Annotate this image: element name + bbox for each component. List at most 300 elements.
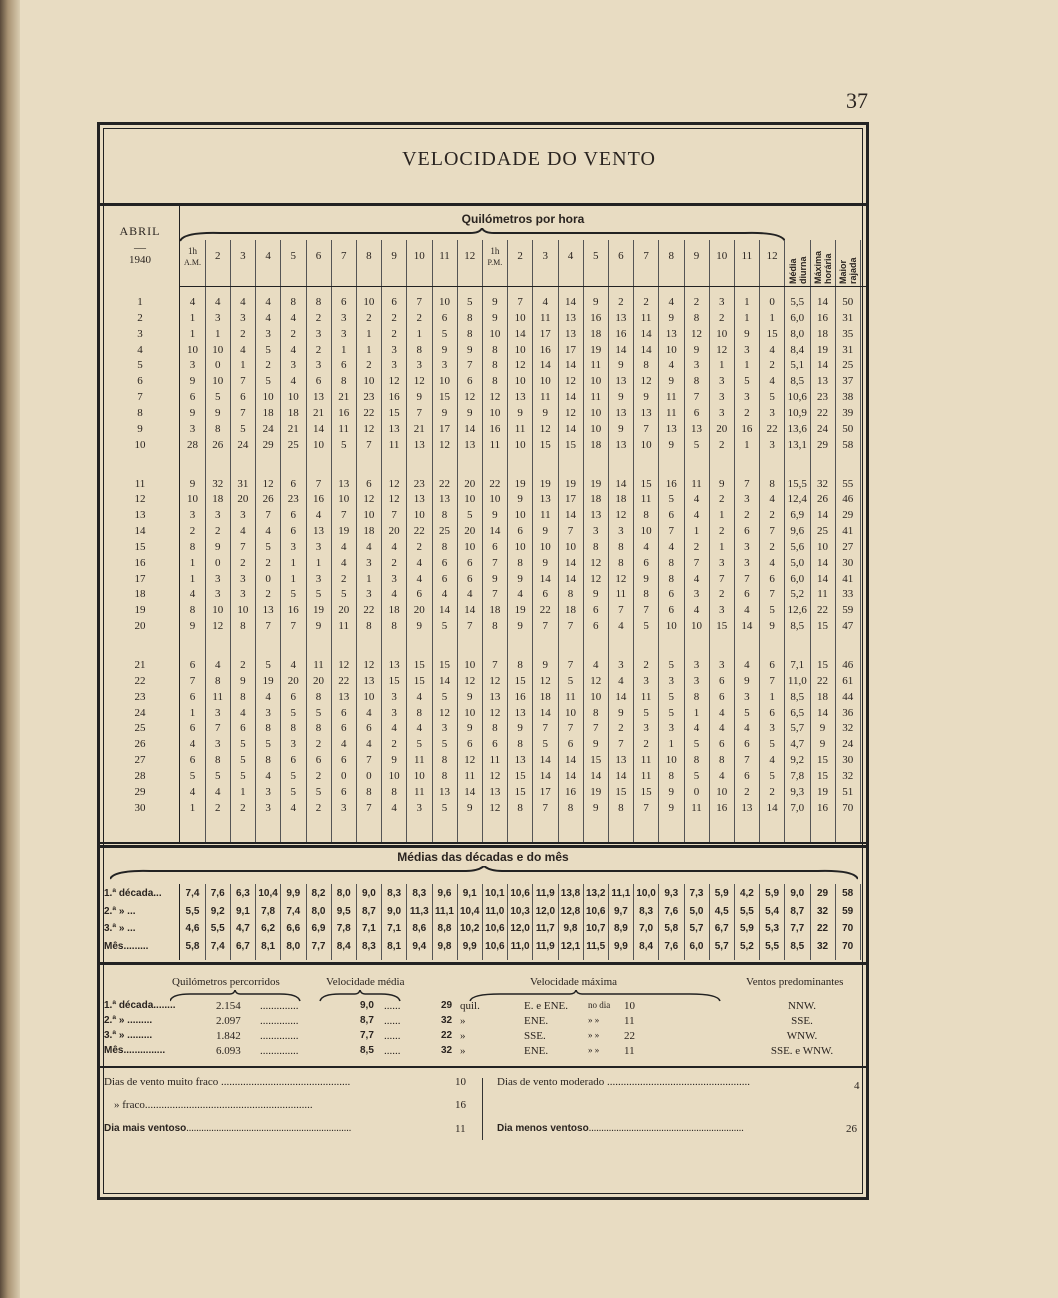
hour-value: 9	[668, 311, 675, 324]
means-daily-gust: 58	[842, 888, 854, 899]
hour-value: 9	[214, 540, 221, 553]
hour-value: 4	[618, 674, 624, 687]
hour-value: 5	[693, 738, 700, 751]
hour-value: 3	[718, 391, 725, 404]
means-value: 7,8	[336, 923, 351, 934]
hour-value: 25	[439, 525, 450, 538]
hour-value: 2	[416, 311, 423, 324]
daily-max: —	[817, 840, 828, 853]
hour-value: 10	[464, 540, 476, 553]
hour-value: 4	[240, 296, 246, 308]
means-value: 6,3	[235, 888, 250, 899]
means-value: 10,6	[485, 923, 505, 934]
day-label: 1	[137, 296, 143, 308]
hour-value: 12	[691, 327, 702, 340]
means-value: 9,8	[563, 923, 578, 934]
hour-value: 3	[290, 359, 297, 372]
daily-mean: 8,5	[790, 690, 805, 703]
hour-value: 15	[514, 769, 526, 782]
daily-gust: —	[842, 840, 854, 853]
km-column-title: Quilómetros percorridos	[172, 976, 280, 988]
hour-value: —	[287, 840, 299, 853]
means-value: 9,1	[462, 888, 477, 899]
hour-header: 5	[592, 250, 599, 262]
hour-value: 12	[388, 493, 400, 506]
means-value: 9,5	[336, 905, 351, 917]
daily-max: 14	[817, 572, 828, 585]
rule-summary-bottom	[100, 1066, 866, 1068]
hour-value: 12	[565, 375, 576, 388]
hour-value: 11	[640, 754, 652, 767]
hour-header: 12	[766, 250, 778, 262]
hour-value: 6	[668, 604, 675, 617]
hour-value: 12	[439, 438, 450, 451]
means-value: 11,3	[409, 905, 429, 917]
hour-value: 6	[315, 375, 322, 388]
means-value: 6,7	[235, 940, 250, 952]
hour-value: 12	[489, 706, 501, 719]
hour-value: 3	[315, 540, 322, 553]
hour-value: 20	[464, 477, 476, 490]
hour-value: 14	[565, 754, 576, 767]
means-daily-mean: 9,0	[790, 888, 805, 899]
hour-value: 13	[514, 754, 526, 767]
hour-value: 22	[413, 525, 425, 538]
hour-value: 16	[590, 311, 602, 324]
summary-unit: quil.	[460, 1000, 480, 1012]
hour-value: 12	[363, 659, 375, 671]
hour-value: 2	[391, 556, 397, 569]
hour-value: 10	[716, 327, 728, 340]
means-daily-mean: 7,7	[790, 923, 805, 934]
hour-value: 14	[640, 327, 652, 340]
weak-days-value: 16	[455, 1099, 466, 1111]
hour-value: 4	[744, 604, 750, 617]
hour-value: 1	[240, 785, 246, 798]
hour-value: 7	[492, 556, 498, 569]
hour-value: 3	[315, 359, 322, 372]
hour-header: 10	[716, 250, 728, 262]
hour-value: 11	[590, 359, 601, 372]
hour-value: 12	[539, 674, 551, 687]
daily-mean: 5,6	[790, 540, 805, 553]
hour-value: 9	[693, 343, 700, 356]
daily-max: 18	[817, 327, 828, 340]
hour-value: 8	[240, 690, 246, 703]
hour-value: 7	[290, 620, 297, 633]
hour-value: 13	[539, 493, 551, 506]
hour-header: 12	[464, 250, 476, 262]
hour-value: 19	[514, 477, 526, 490]
hour-value: 14	[565, 769, 576, 782]
hour-value: 7	[366, 801, 372, 814]
hour-value: 1	[214, 327, 221, 340]
means-value: 7,3	[689, 888, 704, 899]
hour-value: —	[615, 840, 627, 853]
hour-value: 5	[668, 706, 675, 719]
means-value: 5,7	[689, 923, 704, 934]
means-value: 7,6	[664, 905, 679, 917]
means-value: 8,7	[361, 905, 376, 917]
hour-value: 12	[590, 674, 602, 687]
hour-value: 2	[391, 738, 397, 751]
daily-gust: 58	[842, 438, 854, 451]
hour-value: 15	[514, 674, 526, 687]
hour-value: 4	[265, 296, 271, 308]
hour-value: 7	[542, 801, 549, 814]
hour-value: 14	[539, 754, 551, 767]
hour-value: 7	[592, 722, 599, 735]
means-value: 10,6	[485, 940, 505, 952]
hour-value: 6	[492, 540, 498, 553]
hour-value: 8	[668, 769, 675, 782]
hour-value: 7	[466, 359, 473, 372]
hour-value: 3	[592, 525, 599, 538]
calmest-day-label: Dia menos ventoso..............................................................	[497, 1123, 744, 1134]
hour-value: 13	[489, 690, 501, 703]
hour-value: 7	[240, 540, 246, 553]
means-daily-gust: 59	[842, 905, 854, 917]
hour-value: 14	[565, 572, 576, 585]
summary-label: 2.ª » .........	[104, 1015, 153, 1026]
hour-value: 8	[517, 738, 523, 751]
hour-value: 14	[615, 343, 627, 356]
hour-value: 14	[565, 391, 576, 404]
hour-value: 7	[769, 588, 775, 601]
hour-value: 7	[517, 296, 523, 308]
hour-value: 18	[590, 493, 602, 506]
means-value: 11,7	[535, 923, 555, 934]
hour-value: 10	[338, 493, 350, 506]
daily-mean: 13,1	[787, 438, 807, 451]
hour-value: 7	[643, 422, 649, 435]
hour-value: 16	[388, 391, 400, 404]
hour-value: 10	[413, 509, 425, 522]
hour-value: 21	[338, 391, 350, 404]
hour-value: 11	[640, 311, 652, 324]
hour-value: 2	[718, 311, 725, 324]
day-label: 3	[137, 327, 143, 340]
hour-value: 3	[668, 722, 675, 735]
summary-label: Mês...............	[104, 1045, 166, 1056]
hour-value: 4	[214, 659, 221, 671]
hour-value: 1	[340, 343, 347, 356]
month-label: ABRIL	[119, 224, 161, 238]
summary-avg: 9,0	[360, 1000, 374, 1011]
hour-value: 1	[315, 556, 322, 569]
book-spine-edge	[0, 0, 20, 1298]
hour-value: 8	[567, 801, 574, 814]
hour-value: 3	[693, 659, 700, 671]
hour-value: 5	[668, 659, 675, 671]
hour-value: 8	[214, 754, 221, 767]
means-value: 6,6	[286, 923, 301, 934]
hour-value: 2	[214, 801, 221, 814]
means-value: 8,1	[261, 940, 276, 952]
hour-value: 12	[489, 769, 501, 782]
hour-value: 20	[287, 674, 299, 687]
hour-value: 20	[413, 604, 425, 617]
hour-value: 5	[315, 785, 322, 798]
hour-value: —	[313, 840, 324, 853]
hour-value: 2	[315, 769, 322, 782]
hour-value: 4	[668, 359, 675, 372]
hour-header: 9	[693, 250, 700, 262]
hour-value: 5	[214, 769, 221, 782]
means-daily-max: 32	[816, 905, 829, 917]
means-value: 8,3	[412, 888, 427, 899]
summary-dots: ......	[384, 1045, 401, 1057]
max-gust-header: Maior rajada	[838, 257, 859, 284]
hour-value: 8	[718, 754, 725, 767]
hour-value: —	[565, 840, 576, 853]
day-label: 17	[134, 572, 146, 585]
summary-dots: ......	[384, 1030, 401, 1042]
daily-gust: 35	[842, 327, 854, 340]
hour-value: 1	[290, 572, 297, 585]
hour-value: 2	[769, 540, 775, 553]
hour-value: 13	[464, 438, 476, 451]
hour-value: 6	[340, 785, 347, 798]
hour-value: 2	[718, 493, 725, 506]
daily-mean: —	[791, 840, 803, 853]
daily-gust: 31	[842, 343, 854, 356]
hour-value: 1	[366, 343, 372, 356]
hour-value: 1	[189, 572, 196, 585]
summary-dots: ..............	[260, 1015, 299, 1027]
summary-day: 11	[624, 1045, 635, 1057]
hour-value: 12	[212, 620, 224, 633]
hour-value: 8	[693, 311, 700, 324]
means-value: 5,5	[739, 905, 754, 917]
means-value: 7,4	[185, 888, 200, 899]
hour-value: 8	[492, 359, 498, 372]
hour-value: 5	[290, 706, 297, 719]
hour-value: 1	[240, 359, 246, 372]
summary-dots: ......	[384, 1000, 401, 1012]
hour-value: 6	[492, 738, 498, 751]
hour-value: 4	[189, 738, 196, 751]
day-label: 6	[137, 375, 143, 388]
hour-value: 4	[718, 722, 725, 735]
hour-value: 1	[366, 572, 372, 585]
hour-value: 6	[416, 588, 423, 601]
means-value: 8,4	[639, 940, 654, 952]
hour-value: 13	[363, 674, 375, 687]
hour-value: 4	[416, 722, 423, 735]
hour-value: 8	[240, 620, 246, 633]
hour-value: 26	[212, 438, 224, 451]
daily-gust: 31	[842, 311, 854, 324]
means-value: 9,9	[613, 940, 628, 952]
daily-gust: 51	[842, 785, 854, 798]
hour-value: 2	[214, 525, 221, 538]
hour-value: 9	[466, 722, 473, 735]
hour-value: 4	[189, 296, 196, 308]
hour-value: 17	[565, 493, 576, 506]
hour-value: 13	[640, 406, 652, 419]
hour-value: 0	[265, 572, 271, 585]
hour-value: 2	[744, 509, 750, 522]
hour-value: 9	[189, 620, 196, 633]
hour-value: 15	[439, 659, 450, 671]
hour-value: 29	[262, 438, 274, 451]
moderate-days-value: 4	[854, 1080, 860, 1092]
hour-value: —	[766, 840, 778, 853]
hour-value: 4	[391, 588, 397, 601]
hour-value: 3	[744, 493, 750, 506]
hour-value: —	[691, 840, 702, 853]
hour-value: 2	[290, 327, 297, 340]
hour-value: 6	[744, 588, 750, 601]
hour-value: 14	[464, 604, 476, 617]
means-value: 5,3	[765, 923, 780, 934]
hour-value: 13	[413, 493, 425, 506]
hour-value: 21	[413, 422, 425, 435]
hour-value: 6	[290, 477, 297, 490]
hour-value: 13	[565, 327, 576, 340]
daily-max: 22	[817, 674, 828, 687]
hour-value: 5	[668, 493, 675, 506]
means-daily-gust: 70	[842, 923, 854, 934]
hour-value: 11	[640, 493, 652, 506]
day-label: 10	[134, 438, 146, 451]
hour-value: 4	[643, 540, 649, 553]
hour-value: 9	[189, 406, 196, 419]
hour-value: 9	[189, 477, 196, 490]
hour-value: 9	[592, 588, 599, 601]
means-value: 10,3	[510, 905, 530, 917]
hour-value: 8	[391, 620, 397, 633]
day-label: 21	[134, 659, 146, 671]
hour-value: 15	[413, 659, 425, 671]
hour-value: 4	[416, 572, 423, 585]
hour-value: 6	[517, 525, 523, 538]
hour-value: 14	[313, 422, 324, 435]
summary-day-text: » »	[588, 1015, 600, 1025]
means-value: 5,5	[210, 923, 225, 934]
hour-value: 8	[466, 327, 473, 340]
hour-value: 17	[539, 327, 551, 340]
hour-value: 6	[189, 690, 196, 703]
hour-value: 4	[517, 588, 523, 601]
hour-value: 11	[666, 406, 677, 419]
means-value: 5,8	[664, 923, 679, 934]
hour-value: 18	[565, 604, 576, 617]
means-value: 10,6	[510, 888, 530, 899]
hour-value: 9	[466, 406, 473, 419]
hour-value: 15	[388, 674, 400, 687]
hour-value: 7	[492, 588, 498, 601]
hour-value: 15	[640, 477, 652, 490]
hour-value: 14	[741, 620, 753, 633]
means-value: 9,3	[664, 888, 679, 899]
max-speed-column-title: Velocidade máxima	[530, 976, 618, 988]
hour-value: 0	[340, 769, 347, 782]
hour-value: 5	[340, 438, 347, 451]
summary-day-text: » »	[588, 1045, 600, 1055]
hour-value: 2	[718, 588, 725, 601]
hour-value: 7	[240, 375, 246, 388]
daily-max: 19	[817, 785, 828, 798]
hour-value: 4	[290, 801, 297, 814]
hour-value: 8	[441, 769, 448, 782]
hour-value: 13	[439, 785, 450, 798]
hour-value: 9	[542, 659, 549, 671]
daily-gust: 50	[842, 422, 854, 435]
daily-max: 11	[817, 588, 828, 601]
hour-value: 0	[366, 769, 372, 782]
summary-unit: »	[460, 1015, 466, 1027]
means-value: 5,0	[689, 905, 704, 917]
hour-value: 1	[744, 359, 750, 372]
hour-value: 14	[565, 359, 576, 372]
hour-value: 8	[492, 722, 498, 735]
hour-value: 16	[489, 422, 501, 435]
hour-value: 7	[391, 509, 397, 522]
hour-value: —	[665, 840, 677, 853]
summary-day-text: no dia	[588, 1000, 611, 1010]
means-value: 11,1	[611, 888, 631, 899]
daily-max: 29	[817, 438, 828, 451]
hour-value: —	[439, 840, 450, 853]
hour-value: 15	[766, 327, 778, 340]
hour-value: 15	[388, 406, 400, 419]
hour-value: 1	[744, 296, 750, 308]
daily-max: 16	[817, 801, 828, 814]
hour-header: 11	[439, 250, 450, 262]
hour-value: 4	[416, 690, 423, 703]
means-daily-max: 22	[816, 923, 829, 934]
means-value: 9,9	[286, 888, 301, 899]
means-value: 7,8	[261, 905, 276, 917]
hour-value: 2	[315, 738, 322, 751]
hour-value: 11	[540, 391, 551, 404]
hour-value: 10	[313, 438, 324, 451]
daily-gust: 32	[842, 769, 854, 782]
hour-value: 9	[542, 406, 549, 419]
day-label: 13	[134, 509, 146, 522]
hour-value: 2	[340, 572, 347, 585]
daily-mean: 10,9	[787, 406, 807, 419]
means-value: 5,2	[739, 940, 754, 952]
hour-value: 10	[691, 620, 702, 633]
means-row-label: 3.ª » ...	[104, 923, 136, 934]
hour-value: 12	[363, 493, 375, 506]
hour-value: 10	[237, 604, 249, 617]
hour-value: 6	[744, 525, 750, 538]
hour-value: 11	[489, 438, 501, 451]
summary-dots: ..............	[260, 1000, 299, 1012]
hour-value: 3	[744, 540, 750, 553]
hour-value: 3	[441, 722, 448, 735]
summary-predominant: SSE. e WNW.	[770, 1045, 834, 1057]
hour-value: 5	[466, 296, 473, 308]
hour-value: 7	[416, 406, 423, 419]
summary-km: 2.097	[216, 1015, 241, 1027]
daily-max: 32	[817, 477, 828, 490]
hour-value: 6	[366, 722, 372, 735]
hour-value: 21	[287, 422, 299, 435]
hour-value: 14	[439, 674, 450, 687]
hour-value: 11	[338, 620, 349, 633]
hour-value: 8	[391, 785, 397, 798]
hour-header	[180, 246, 205, 268]
means-value: 9,0	[361, 888, 376, 899]
hour-value: 2	[265, 588, 271, 601]
hour-value: —	[464, 840, 476, 853]
hour-value: 8	[517, 801, 523, 814]
